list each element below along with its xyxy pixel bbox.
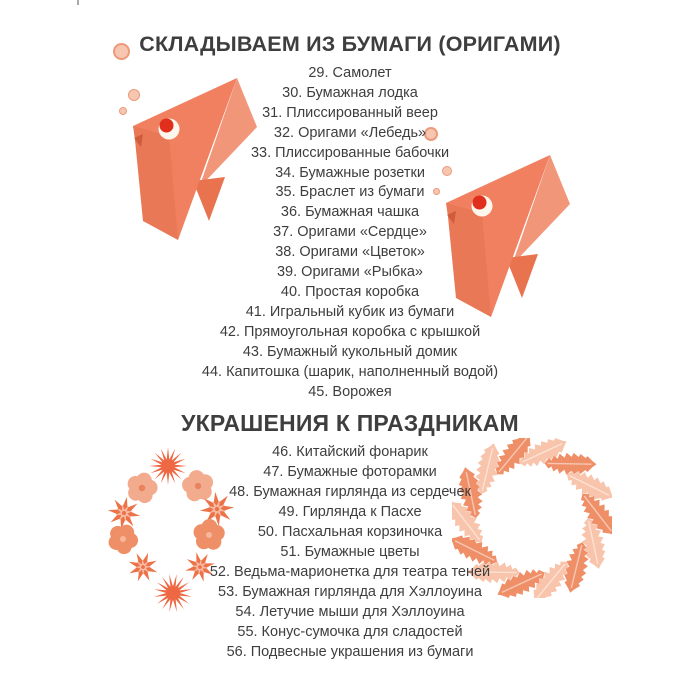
toc-item: 32. Оригами «Лебедь» — [273, 124, 427, 141]
toc-list — [0, 64, 700, 402]
toc-item: 50. Пасхальная корзиночка — [257, 524, 443, 540]
toc-item: 53. Бумажная гирлянда для Хэллоуина — [218, 584, 482, 600]
toc-item: 41. Игральный кубик из бумаги — [245, 303, 455, 320]
toc-item: 34. Бумажные розетки — [275, 164, 425, 181]
section-holiday-decorations — [0, 410, 700, 662]
toc-item: 38. Оригами «Цветок» — [275, 244, 425, 261]
toc-item: 52. Ведьма-марионетка для театра теней — [209, 564, 491, 580]
toc-item: 43. Бумажный кукольный домик — [242, 343, 458, 360]
toc-item: 35. Браслет из бумаги — [275, 184, 425, 201]
toc-item: 37. Оригами «Сердце» — [273, 224, 427, 241]
toc-item: 42. Прямоугольная коробка с крышкой — [219, 323, 481, 340]
section-title: СКЛАДЫВАЕМ ИЗ БУМАГИ (ОРИГАМИ) — [139, 32, 561, 56]
toc-item: 48. Бумажная гирлянда из сердечек — [229, 484, 471, 500]
toc-item: 40. Простая коробка — [280, 283, 420, 300]
toc-item: 31. Плиссированный веер — [262, 104, 438, 121]
section-origami — [0, 33, 700, 402]
toc-item: 55. Конус-сумочка для сладостей — [237, 624, 463, 640]
toc-item: 56. Подвесные украшения из бумаги — [226, 644, 474, 660]
section-title: УКРАШЕНИЯ К ПРАЗДНИКАМ — [181, 410, 519, 436]
toc-item: 45. Ворожея — [308, 383, 392, 400]
toc-item: 39. Оригами «Рыбка» — [276, 264, 423, 281]
toc-item: 51. Бумажные цветы — [280, 544, 420, 560]
toc-item: 33. Плиссированные бабочки — [250, 144, 450, 161]
toc-item: 54. Летучие мыши для Хэллоуина — [235, 604, 465, 620]
toc-item: 49. Гирлянда к Пасхе — [278, 504, 422, 520]
toc-item: 30. Бумажная лодка — [282, 84, 418, 101]
toc-item: 46. Китайский фонарик — [272, 444, 428, 460]
toc-item: 44. Капитошка (шарик, наполненный водой) — [201, 363, 499, 380]
toc-item: 29. Самолет — [308, 65, 392, 81]
toc-item: 36. Бумажная чашка — [280, 204, 420, 221]
page-crop-artifact — [77, 0, 79, 5]
toc-item: 47. Бумажные фоторамки — [263, 464, 437, 480]
toc-list — [0, 442, 700, 662]
